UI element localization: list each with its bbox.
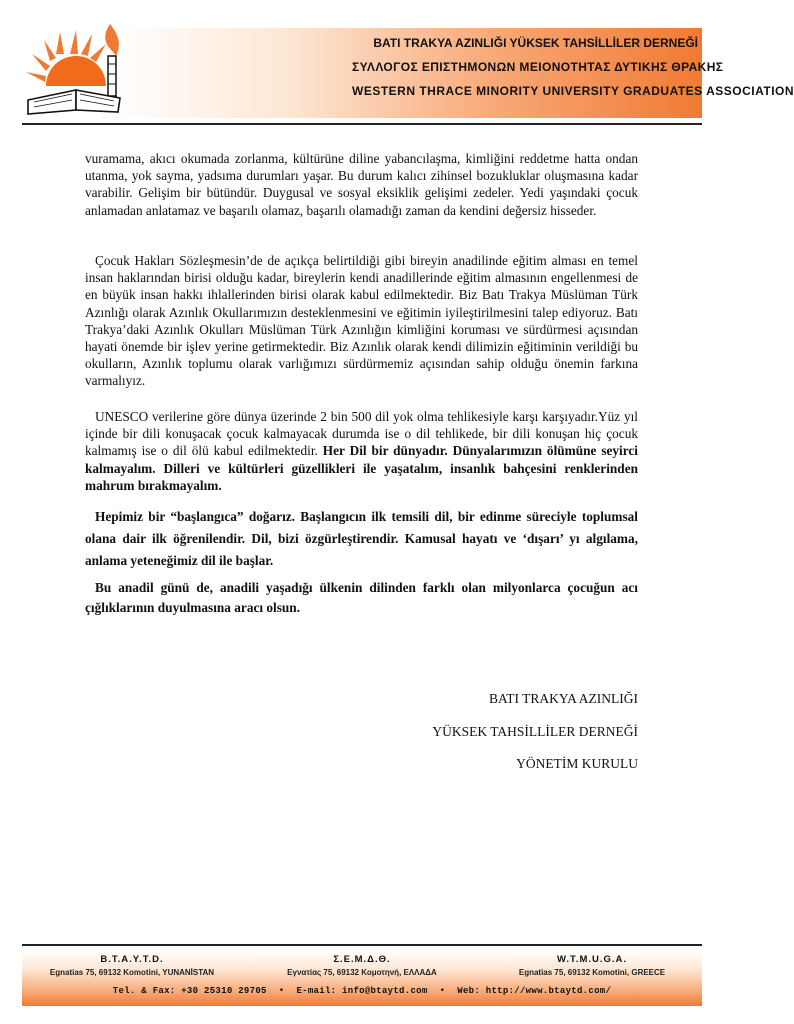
footer-separator: • <box>439 986 446 996</box>
header-divider <box>22 123 702 125</box>
letterhead <box>22 14 794 118</box>
footer-address-english: Egnatias 75, 69132 Komotini, GREECE <box>518 968 666 977</box>
paragraph-5: Bu anadil günü de, anadili yaşadığı ülkenin dilinden farklı olan milyonlarca çocuğun acı çığlıklarının duyulmasına aracı olsun. <box>85 580 638 615</box>
book-sun-logo-icon <box>22 14 132 118</box>
footer-separator: • <box>278 986 285 996</box>
footer-abbr-english: W.T.M.U.G.A. <box>556 954 628 965</box>
footer-web-link[interactable]: Web: http://www.btaytd.com/ <box>457 986 612 996</box>
footer-address-greek: Εγνατίας 75, 69132 Κομοτηνή, ΕΛΛΑΔΑ <box>287 968 437 977</box>
footer-abbr-turkish: B.T.A.Y.T.D. <box>100 954 164 965</box>
footer-contact-line <box>22 986 702 996</box>
footer-col-greek <box>262 954 462 977</box>
footer-divider <box>22 944 702 946</box>
footer-address-turkish: Egnatias 75, 69132 Komotini, YUNANİSTAN <box>49 968 215 977</box>
paragraph-3 <box>85 408 638 494</box>
paragraph-3-emphasis: Her Dil bir dünyadır. Dünyalarımızın ölümüne seyirci kalmayalım. Dilleri ve kültürleri güzellikleri ile yaşatalım, insanlık bahçesini renklerinden mahrum bırakmayalım. <box>85 443 639 493</box>
signature-line-1: BATI TRAKYA AZINLIĞI <box>489 691 638 706</box>
paragraph-1: vuramama, akıcı okumada zorlanma, kültürüne diline yabancılaşma, kimliğini reddetme hatta ondan utanma, yok sayma, yadsıma durumları yaşar. Bu durum kalıcı zihinsel bozukluklar oluşmasına kadar varabilir. Gelişim bir bütündür. Duygusal ve sosyal eksiklik gelişimi zedeler. Yedi yaşındaki çocuk anlamadan anlatamaz ve başarılı olamaz, başarılı olamadığı zaman da kendini değersiz hisseder. <box>85 151 638 218</box>
footer-col-turkish <box>32 954 232 977</box>
header-line-greek: ΣΥΛΛΟΓΟΣ ΕΠΙΣΤΗΜΟΝΩΝ ΜΕΙΟΝΟΤΗΤΑΣ ΔΥΤΙΚΗΣ ΘΡΑΚΗΣ <box>352 60 724 74</box>
header-line-turkish: BATI TRAKYA AZINLIĞI YÜKSEK TAHSİLLİLER DERNEĞİ <box>373 36 698 50</box>
signature-line-2: YÜKSEK TAHSİLLİLER DERNEĞİ <box>432 724 638 739</box>
footer-col-english <box>492 954 692 977</box>
footer-abbr-greek: Σ.Ε.Μ.Δ.Θ. <box>333 954 391 965</box>
paragraph-4: Hepimiz bir “başlangıca” doğarız. Başlangıcın ilk temsili dil, bir edinme süreciyle toplumsal olana dair ilk öğrenilendir. Dil, bizi özgürleştirendir. Kamusal hayatı ve ‘dışarı’ yı algılama, anlama yeteneğimiz dil ile başlar. <box>85 509 638 568</box>
paragraph-3-text: UNESCO verilerine göre dünya üzerinde 2 bin 500 dil yok olma tehlikesiyle karşı karşıyadır.Yüz yıl içinde bir dili konuşacak çocuk kalmayacak durumda ise o dil tehlikede, bir dili konuşan hiç çocuk kalmamış ise o dil ölü kabul edilmektedir. <box>85 409 638 459</box>
paragraph-2: Çocuk Hakları Sözleşmesin’de de açıkça belirtildiği gibi bireyin anadilinde eğitim alması en temel insan haklarından birisi olduğu kadar, bireylerin kendi anadillerinde eğitim almasının engellenmesi de en büyük insan hakkı ihlallerinden birisi olarak kabul edilmektedir. Biz Batı Trakya Müslüman Türk Azınlığı olarak Azınlık Okullarımızın desteklenmesini ve eğitimin iyileştirilmesini talep ediyoruz. Batı Trakya’daki Azınlık Okulları Müslüman Türk Azınlığın kimliğini koruması ve sürdürmesi açısından hayati önemde bir işlev yerine getirmektedir. Biz Azınlık olarak kendi dilimizin eğitiminin verildiği bu okulların, Azınlık toplumu olarak varlığımızı sürdürmemiz açısından sahip olduğu önemin farkına varmalıyız. <box>85 253 638 389</box>
footer-email-link[interactable]: E-mail: info@btaytd.com <box>296 986 428 996</box>
footer <box>22 950 702 1006</box>
signature-line-3: YÖNETİM KURULU <box>516 756 638 771</box>
header-line-english: WESTERN THRACE MINORITY UNIVERSITY GRADUATES ASSOCIATION <box>352 84 794 98</box>
footer-phone: Tel. & Fax: +30 25310 29705 <box>112 986 267 996</box>
